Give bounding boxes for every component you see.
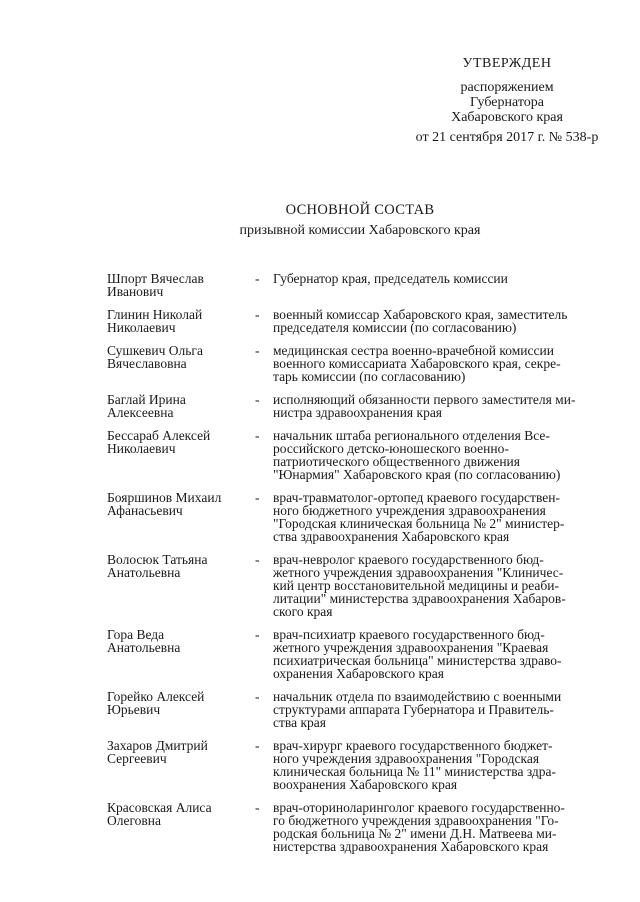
approval-block [380, 56, 634, 145]
member-role: начальник штаба регионального отделения Все- российского детско-юношеского военно- патриотического общественного движения "Юнармия" Хабаровского края (по согласованию) [273, 428, 561, 482]
document-title: ОСНОВНОЙ СОСТАВ [285, 202, 435, 218]
member-dash: - [255, 392, 260, 407]
member-row [107, 393, 607, 419]
members-list [107, 272, 607, 863]
member-role: врач-хирург краевого государственного бюджет- ного учреждения здравоохранения "Городская клиническая больница № 11" министерства здра- воохранения Хабаровского края [273, 738, 557, 792]
member-dash: - [255, 800, 260, 815]
member-dash: - [255, 428, 260, 443]
member-name: Красовская Алиса Олеговна [107, 800, 212, 828]
member-name: Горейко Алексей Юрьевич [107, 689, 205, 717]
member-name: Волосюк Татьяна Анатольевна [107, 552, 208, 580]
member-dash: - [255, 627, 260, 642]
member-dash: - [255, 307, 260, 322]
member-row [107, 628, 607, 680]
member-name: Сушкевич Ольга Вячеславовна [107, 343, 203, 371]
member-name: Бессараб Алексей Николаевич [107, 428, 211, 456]
member-dash: - [255, 689, 260, 704]
member-name: Шпорт Вячеслав Иванович [107, 271, 204, 299]
member-name: Глинин Николай Николаевич [107, 307, 203, 335]
member-role: врач-психиатр краевого государственного бюд- жетного учреждения здравоохранения "Краевая психиатрическая больница" министерства здраво- охранения Хабаровского края [273, 627, 562, 681]
approval-line-1: распоряжением [460, 80, 554, 95]
member-role: врач-оториноларинголог краевого государственно- го бюджетного учреждения здравоохранения "Го- родская больница № 2" имени Д.Н. Матвеева ми- нистерства здравоохранения Хабаровского края [273, 800, 565, 854]
member-name: Бояршинов Михаил Афанасьевич [107, 490, 222, 518]
document-subtitle: призывной комиссии Хабаровского края [239, 223, 481, 238]
approval-line-3: Хабаровского края [451, 110, 563, 125]
member-row [107, 429, 607, 481]
approval-stamp: УТВЕРЖДЕН [462, 56, 552, 71]
member-row [107, 272, 607, 298]
member-name: Баглай Ирина Алексеевна [107, 392, 186, 420]
member-row [107, 308, 607, 334]
approval-order: от 21 сентября 2017 г. № 538-р [415, 130, 599, 145]
member-role: врач-травматолог-ортопед краевого государствен- ного бюджетного учреждения здравоохранения "Городская клиническая больница № 2" министер- ства здравоохранения Хабаровского края [273, 490, 565, 544]
member-dash: - [255, 490, 260, 505]
member-row [107, 344, 607, 383]
member-row [107, 739, 607, 791]
member-dash: - [255, 738, 260, 753]
member-row [107, 491, 607, 543]
member-role: начальник отдела по взаимодействию с военными структурами аппарата Губернатора и Правитель- ства края [273, 689, 562, 730]
member-role: медицинская сестра военно-врачебной комиссии военного комиссариата Хабаровского края, секре- тарь комиссии (по согласованию) [273, 343, 561, 384]
member-name: Захаров Дмитрий Сергеевич [107, 738, 208, 766]
member-dash: - [255, 271, 260, 286]
member-name: Гора Веда Анатольевна [107, 627, 181, 655]
member-role: врач-невролог краевого государственного бюд- жетного учреждения здравоохранения "Клиничес- кий центр восстановительной медицины и реаби- литации" министерства здравоохранения Хабаров- ского края [273, 552, 566, 619]
member-row [107, 690, 607, 729]
member-row [107, 801, 607, 853]
member-dash: - [255, 552, 260, 567]
member-dash: - [255, 343, 260, 358]
approval-line-2: Губернатора [469, 95, 545, 110]
member-role: Губернатор края, председатель комиссии [273, 271, 508, 286]
member-role: военный комиссар Хабаровского края, заместитель председателя комиссии (по согласованию) [273, 307, 568, 335]
member-role: исполняющий обязанности первого заместителя ми- нистра здравоохранения края [273, 392, 576, 420]
member-row [107, 553, 607, 618]
